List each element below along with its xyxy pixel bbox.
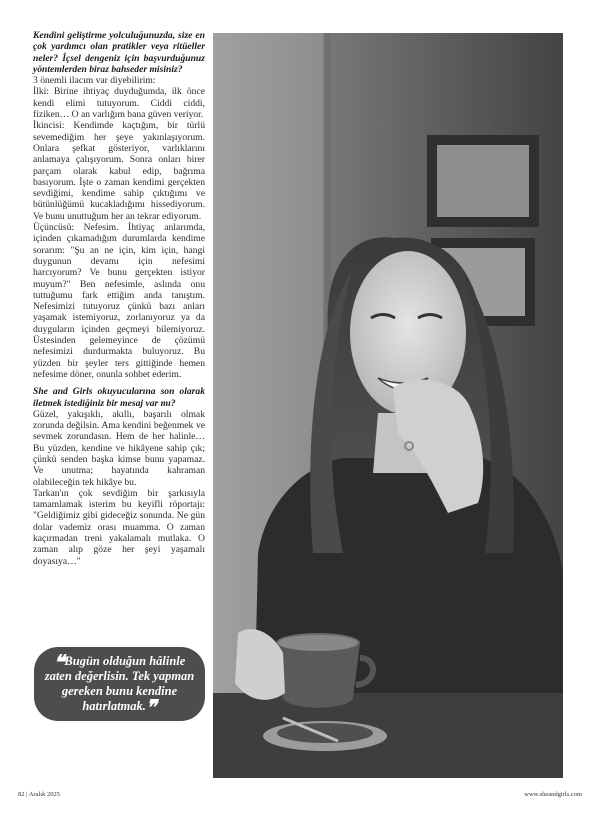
page-number: 82	[18, 791, 25, 798]
answer-third: Üçüncüsü: Nefesim. İhtiyaç anlarımda, içinden çıkamadığım durumlarda kendime sorarım: "Şu an ne için, kim için, hangi duygunun devamı için nefesimi harcıyorum? Ve bunu gerçekten istiyor muyum?" Ben nefesimle, aslında onu tuttuğumu fark ettiğim anda tanıştım. Nefesimizi tutuyoruz çünkü bazı anları yaşamak istemiyoruz, zorlanıyoruz ya da duyguların içinden geçmeyi bilemiyoruz. Üstesinden gelemeyince de çözümü nefesimizi durdurmakta buluyoruz. Bu yüzden bir şeyler ters gittiğinde hemen nefesime döner, onunla sohbet ederim.	[33, 222, 205, 380]
issue-date: Aralık 2025	[28, 791, 60, 798]
article-column	[33, 30, 205, 567]
pull-quote-text: Bugün olduğun hâlinle zaten değerlisin. Tek yapman gereken bunu kendine hatırlatmak.	[44, 654, 195, 713]
open-quote-icon: ❝	[53, 652, 65, 674]
page-footer-left	[18, 791, 60, 798]
answer-message: Güzel, yakışıklı, akıllı, başarılı olmak zorunda değilsin. Ama kendini beğenmek ve sevmek zorundasın. Hem de her halinle… Bu yüzden, kendine ve hikâyene sahip çık; çünkü senden başka kimse bunu yapamaz. Ve unutma; hayatında kahraman olabileceğin tek hikâye bu.	[33, 408, 205, 488]
website-url: www.sheandgirls.com	[524, 791, 582, 798]
close-quote-icon: ❞	[145, 697, 157, 719]
footer-separator: |	[26, 791, 28, 798]
answer-intro: 3 önemli ilacım var diyebilirim:	[33, 75, 156, 87]
answer-closing: Tarkan'ın çok sevdiğim bir şarkısıyla tamamlamak isterim bu keyifli röportajı: "Geldiğimiz gibi gideceğiz sonunda. Ne gün dolar vademiz orası muamma. O zaman kaçırmadan treni yakalamalı mutlaka. O zaman alıp göze her şeyi yaşamalı doyasıya…"	[33, 487, 205, 567]
answer-first: İlki: Birine ihtiyaç duyduğumda, ilk önce kendi elimi tutuyorum. Ciddi ciddi, fiziken… O an varlığım bana güven veriyor.	[33, 86, 205, 121]
pull-quote	[34, 647, 205, 721]
answer-second: İkincisi: Kendimde kaçtığım, bir türlü sevemediğim her şeye yakınlaşıyorum. Onlara şefkat gösteriyor, varlıklarını anlamaya çalışıyorum. Sonra onları birer parçam olarak kabul edip, bağrıma basıyorum. İşte o zaman kendimi gerçekten sevdiğimi, kendime sahip çıktığımı ve bütünlüğümü kucakladığımı hissediyorum. Ve bunu unuttuğum her an tekrar ediyorum.	[33, 120, 205, 222]
question-1: Kendini geliştirme yolculuğunuzda, size en çok yardımcı olan pratikler veya ritüeller neler? İçsel dengeniz için başvurduğunuz yöntemlerden biraz bahseder misiniz?	[33, 30, 205, 75]
portrait-photo	[213, 33, 563, 778]
question-2: She and Girls okuyucularına son olarak iletmek istediğiniz bir mesaj var mı?	[33, 386, 205, 409]
